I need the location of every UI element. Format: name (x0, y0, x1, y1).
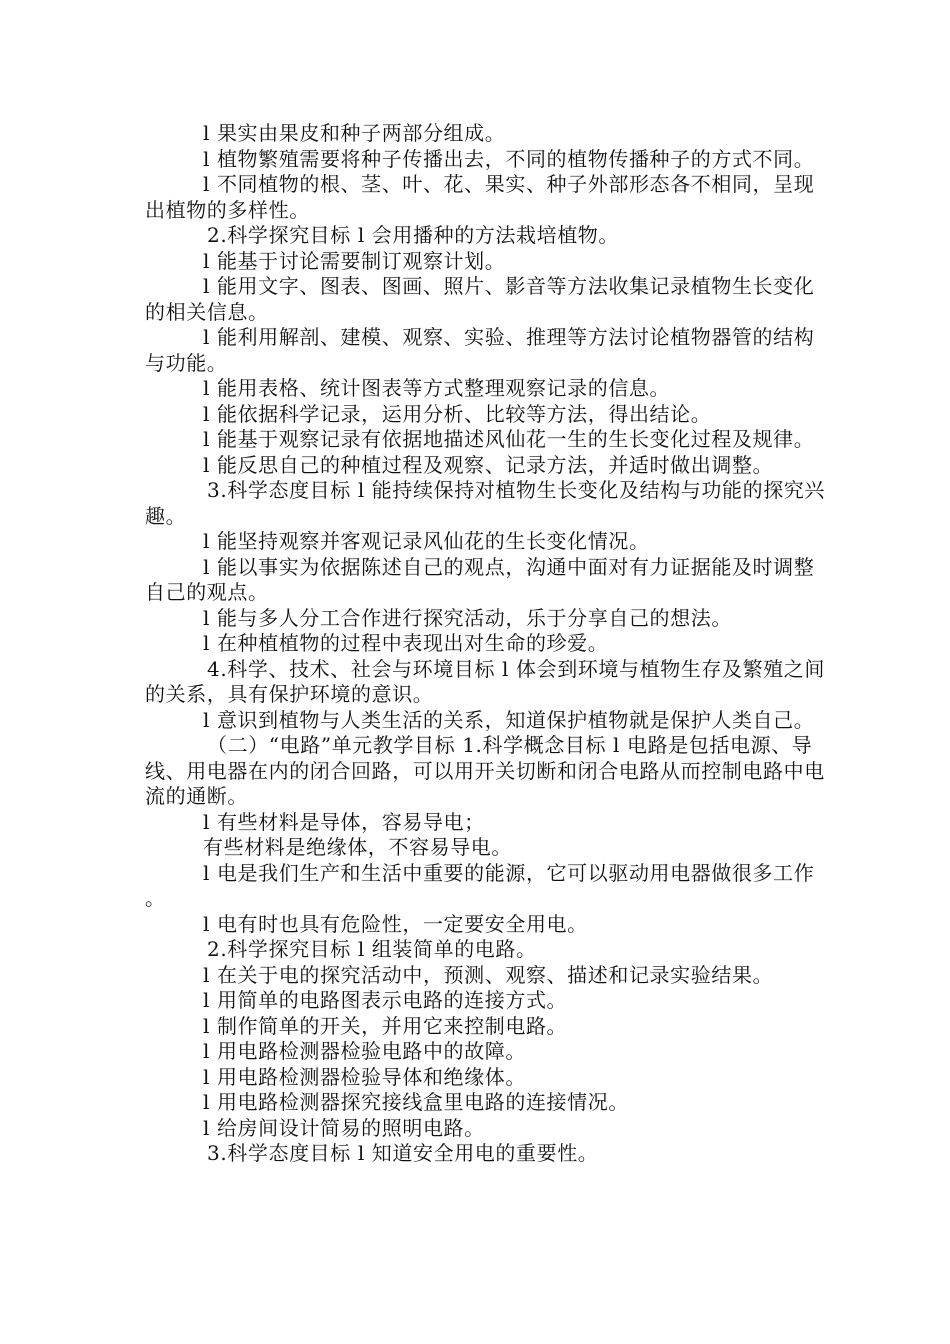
objective-item: l 不同植物的根、茎、叶、花、果实、种子外部形态各不相同，呈现出植物的多样性。 (145, 172, 815, 222)
objective-item: l 用简单的电路图表示电路的连接方式。 (203, 988, 568, 1012)
objective-item: l 能基于讨论需要制订观察计划。 (203, 248, 506, 273)
objective-item: l 能用文字、图表、图画、照片、影音等方法收集记录植物生长变化的相关信息。 (145, 274, 815, 324)
objective-item: l 有些材料是导体，容易导电； (203, 809, 485, 834)
section-heading-paragraph: 3.科学态度目标 l 能持续保持对植物生长变化及结构与功能的探究兴趣。 (145, 478, 825, 528)
objective-item: l 能依据科学记录，运用分析、比较等方法，得出结论。 (203, 401, 712, 426)
objective-item: l 能基于观察记录有依据地描述风仙花一生的生长变化过程及规律。 (203, 427, 815, 451)
objective-item: l 用电路检测器检验导体和绝缘体。 (203, 1064, 526, 1089)
objective-item: l 用电路检测器检验电路中的故障。 (203, 1039, 526, 1063)
objective-item: l 给房间设计简易的照明电路。 (203, 1115, 485, 1140)
section-heading-paragraph: 3.科学态度目标 l 知道安全用电的重要性。 (207, 1141, 599, 1165)
section-heading-paragraph: 4.科学、技术、社会与环境目标 l 体会到环境与植物生存及繁殖之间的关系，具有保护环境的意识。 (145, 656, 825, 706)
objective-item: l 能用表格、统计图表等方式整理观察记录的信息。 (203, 376, 671, 400)
objective-item: l 用电路检测器探究接线盒里电路的连接情况。 (203, 1090, 629, 1114)
section-heading-paragraph: （二）“电路”单元教学目标 1.科学概念目标 l 电路是包括电源、导线、用电器在内的闭合回路，可以用开关切断和闭合电路从而控制电路中电流的通断。 (145, 733, 825, 808)
objective-item: l 能以事实为依据陈述自己的观点，沟通中面对有力证据能及时调整自己的观点。 (145, 554, 815, 604)
section-heading-paragraph: 2.科学探究目标 l 组装简单的电路。 (207, 937, 537, 961)
objective-item: l 在种植植物的过程中表现出对生命的珍爱。 (203, 631, 609, 655)
objective-item: l 意识到植物与人类生活的关系，知道保护植物就是保护人类自己。 (203, 707, 815, 732)
objective-item: l 植物繁殖需要将种子传播出去，不同的植物传播种子的方式不同。 (203, 146, 815, 171)
objective-item: l 能利用解剖、建模、观察、实验、推理等方法讨论植物器管的结构与功能。 (145, 325, 815, 375)
objective-item: l 能坚持观察并客观记录风仙花的生长变化情况。 (203, 529, 650, 553)
objective-item: l 制作简单的开关，并用它来控制电路。 (203, 1013, 568, 1038)
objective-item: l 能与多人分工合作进行探究活动，乐于分享自己的想法。 (203, 605, 732, 630)
objective-item: l 电是我们生产和生活中重要的能源，它可以驱动用电器做很多工作。 (145, 860, 815, 910)
objective-item: l 果实由果皮和种子两部分组成。 (203, 121, 506, 145)
objective-item: l 在关于电的探究活动中，预测、观察、描述和记录实验结果。 (203, 962, 774, 987)
document-body (145, 121, 825, 1167)
objective-item: 有些材料是绝缘体，不容易导电。 (203, 835, 512, 859)
objective-item: l 能反思自己的种植过程及观察、记录方法，并适时做出调整。 (203, 452, 774, 477)
section-heading-paragraph: 2.科学探究目标 l 会用播种的方法栽培植物。 (207, 223, 619, 247)
objective-item: l 电有时也具有危险性，一定要安全用电。 (203, 911, 588, 936)
